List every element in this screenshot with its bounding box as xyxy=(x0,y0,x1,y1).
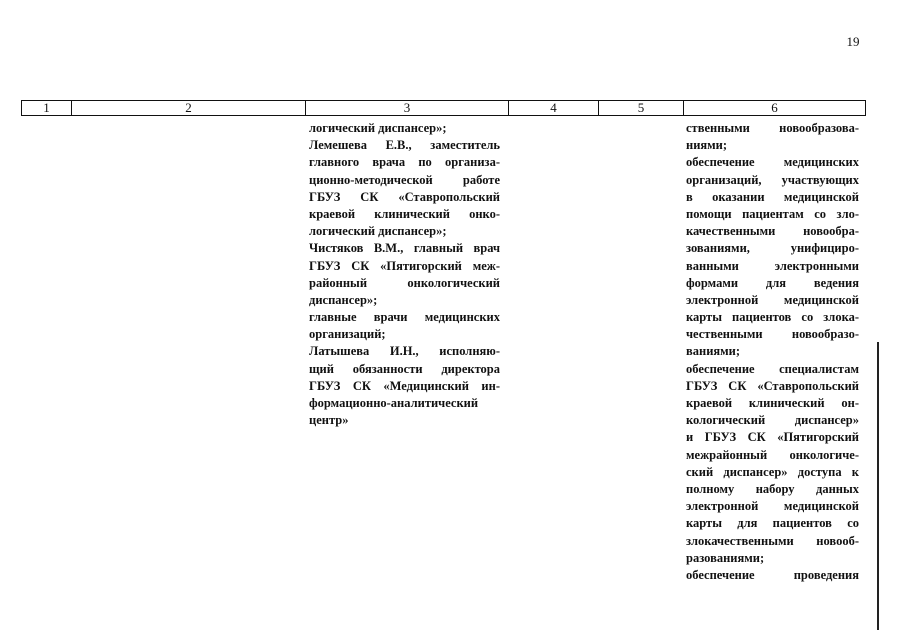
text-line: полному набору данных xyxy=(686,481,859,496)
page-edge-line xyxy=(877,342,879,630)
text-line: краевой клинический он- xyxy=(686,396,859,410)
text-line: в оказании медицинской xyxy=(686,189,859,204)
text-line: зованиями, унифициро- xyxy=(686,241,859,256)
text-line: помощи пациентам со зло- xyxy=(686,206,859,221)
text-line: Чистяков В.М., главный врач xyxy=(309,241,500,256)
text-line: кологический диспансер» xyxy=(686,413,859,428)
column-header-1: 1 xyxy=(22,101,72,115)
text-line: межрайонный онкологиче- xyxy=(686,447,859,462)
column-6-text xyxy=(686,120,859,584)
text-line: главные врачи медицинских xyxy=(309,310,500,325)
column-header-4: 4 xyxy=(509,101,599,115)
text-line: краевой клинический онко- xyxy=(309,206,500,221)
column-header-3: 3 xyxy=(306,101,509,115)
text-line: и ГБУЗ СК «Пятигорский xyxy=(686,430,859,445)
text-line: диспансер»; xyxy=(309,292,378,307)
text-line: ванными электронными xyxy=(686,258,859,273)
text-line: карты пациентов со злока- xyxy=(686,310,859,325)
text-line: ский диспансер» доступа к xyxy=(686,464,859,479)
column-header-5: 5 xyxy=(599,101,684,115)
text-line: ГБУЗ СК «Ставропольский xyxy=(309,189,500,204)
text-line: Латышева И.Н., исполняю- xyxy=(309,344,500,359)
text-line: качественными новообра- xyxy=(686,224,859,239)
text-line: электронной медицинской xyxy=(686,292,859,307)
text-line: ниями; xyxy=(686,138,728,153)
column-header-6: 6 xyxy=(771,100,778,115)
text-line: обеспечение специалистам xyxy=(686,361,859,376)
text-line: формационно-аналитический xyxy=(309,396,479,410)
text-line: ГБУЗ СК «Ставропольский xyxy=(686,378,859,393)
text-line: формами для ведения xyxy=(686,275,859,290)
text-line: логический диспансер»; xyxy=(309,224,447,239)
table-header-row xyxy=(21,100,866,116)
text-line: организаций; xyxy=(309,327,386,342)
page-number: 19 xyxy=(846,34,860,49)
text-line: карты для пациентов со xyxy=(686,516,859,531)
text-line: Лемешева Е.В., заместитель xyxy=(309,138,500,153)
text-line: обеспечение проведения xyxy=(686,567,859,582)
text-line: электронной медицинской xyxy=(686,499,859,514)
text-line: организаций, участвующих xyxy=(686,172,859,187)
text-line: логический диспансер»; xyxy=(309,121,447,135)
text-line: ственными новообразова- xyxy=(686,121,859,135)
text-line: злокачественными новооб- xyxy=(686,533,859,548)
text-line: ГБУЗ СК «Пятигорский меж- xyxy=(309,258,500,273)
text-line: обеспечение медицинских xyxy=(686,155,859,170)
text-line: районный онкологический xyxy=(309,275,500,290)
text-line: ционно-методической работе xyxy=(309,172,500,187)
text-line: центр» xyxy=(309,413,349,428)
column-header-2: 2 xyxy=(72,101,306,115)
text-line: ваниями; xyxy=(686,344,741,359)
column-3-text xyxy=(309,120,500,429)
text-line: разованиями; xyxy=(686,550,765,565)
text-line: главного врача по организа- xyxy=(309,155,500,170)
text-line: чественными новообразо- xyxy=(686,327,859,342)
text-line: ГБУЗ СК «Медицинский ин- xyxy=(309,378,500,393)
text-line: щий обязанности директора xyxy=(309,361,500,376)
